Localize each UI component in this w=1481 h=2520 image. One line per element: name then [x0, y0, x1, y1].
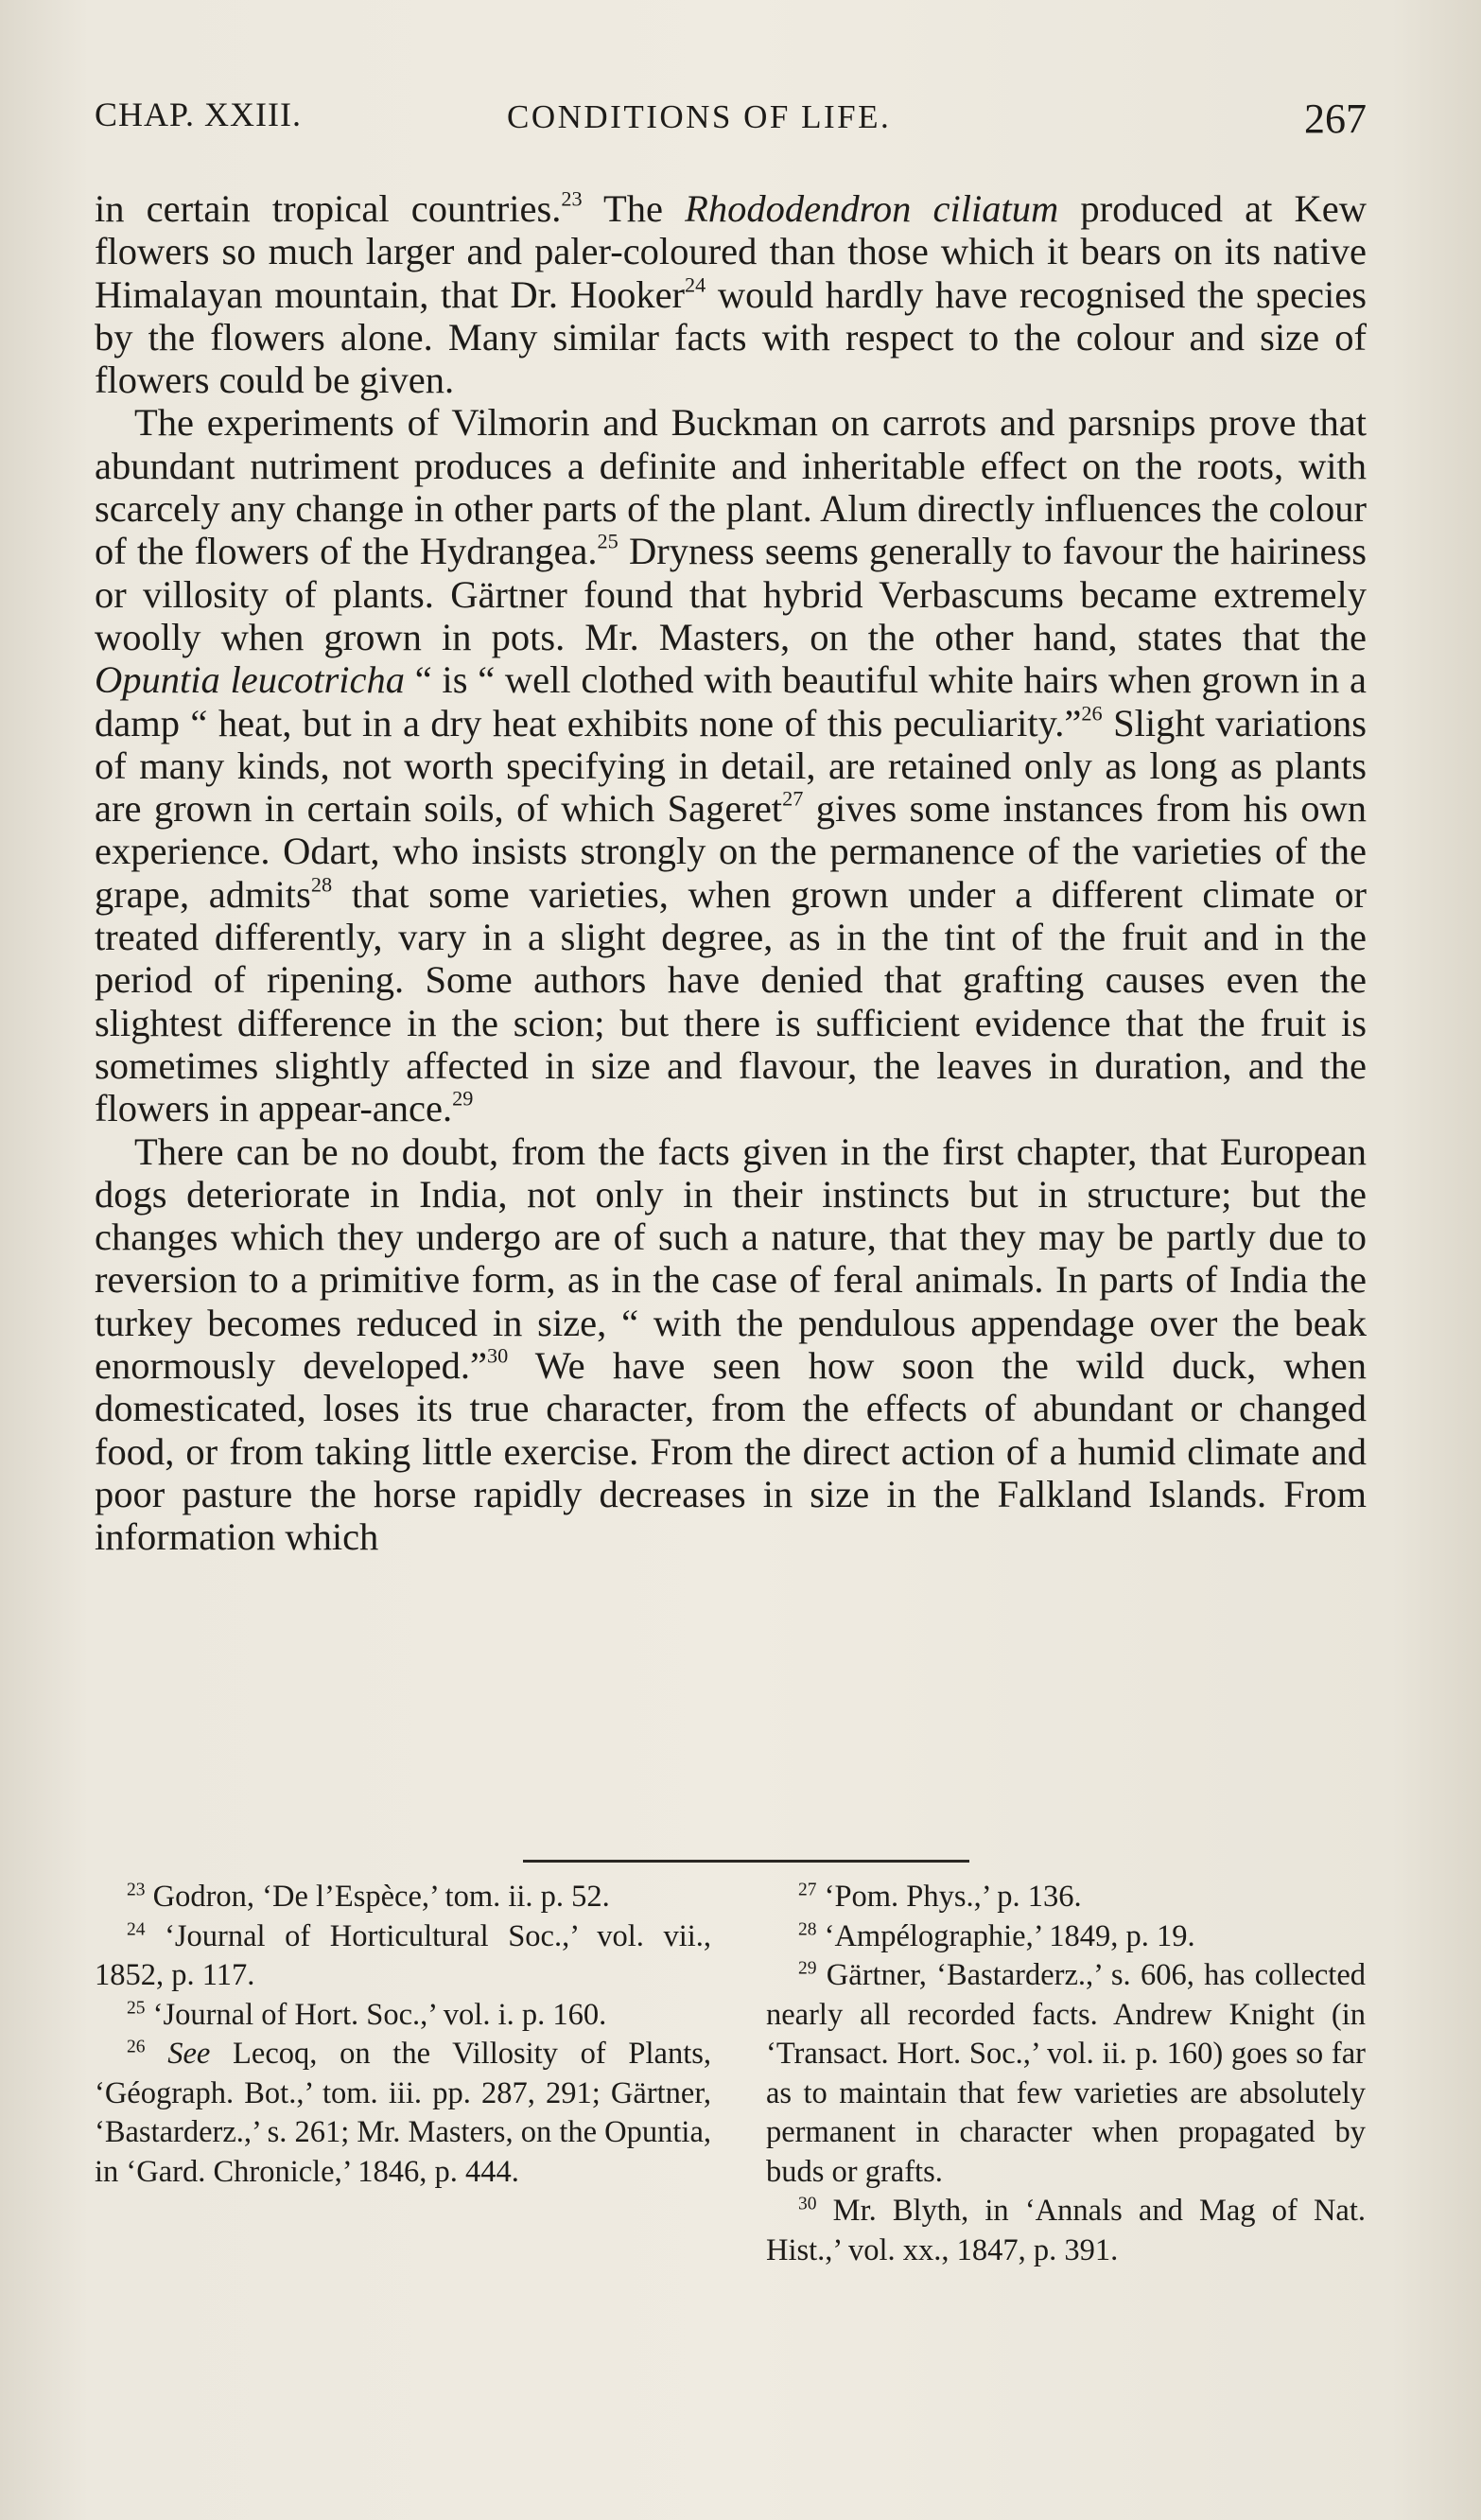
footnote-text: Mr. Blyth, in ‘Annals and Mag of Nat. Hist.,’ vol. xx., 1847, p. 391. — [766, 2194, 1367, 2267]
running-header — [95, 95, 1367, 151]
text-run: There can be no doubt, from the facts given in the first chapter, that European dogs deteriorate in India, not only in their instincts but in structure; but the changes which they undergo are of such a nature, that they may be partly due to reversion to a primitive form, as in the case of feral animals. In parts of India the turkey becomes reduced in size, “ with the pendulous appendage over the beak enormously developed.” — [95, 1129, 1367, 1388]
footnote-ref-30: 30 — [486, 1343, 509, 1368]
paragraph-2 — [95, 401, 1367, 1129]
footnote-30 — [766, 2192, 1366, 2270]
paragraph-1 — [95, 187, 1367, 401]
italic-species-name: Opuntia leucotricha — [95, 658, 405, 702]
footnote-27 — [766, 1878, 1366, 1917]
footnote-number: 24 — [127, 1918, 146, 1939]
footnote-number: 26 — [127, 2037, 146, 2057]
text-run: that some varieties, when grown under a different climate or treated differently, vary in a slight degree, as in the tint of the fruit and in the period of ripening. Some authors have denied that grafting causes even the slightest difference in the scion; but there is sufficient evidence that the fruit is sometimes slightly affected in size and flavour, the leaves in duration, and the flowers in appear-ance. — [95, 872, 1368, 1130]
footnote-text: Gärtner, ‘Bastarderz.,’ s. 606, has collected nearly all recorded facts. Andrew Knight (in ‘Transact. Hort. Soc.,’ vol. ii. p. 160) goes so far as to maintain that few varieties are absolutely permanent in character when propagated by buds or grafts. — [766, 1958, 1367, 2189]
footnote-rule — [523, 1860, 969, 1863]
text-run: “ is “ well clothed with beautiful white hairs when grown in a damp “ heat, but in a dry heat exhibits none of this peculiarity.” — [95, 658, 1367, 744]
text-run: in certain tropical countries. — [95, 187, 562, 230]
text-run: The — [582, 187, 686, 230]
text-run: gives some instances from his own experience. Odart, who insists strongly on the permanence of the varieties of the grape, admits — [95, 787, 1367, 916]
footnote-text: ‘Journal of Horticultural Soc.,’ vol. vii., 1852, p. 117. — [95, 1918, 712, 1992]
footnote-ref-25: 25 — [597, 529, 619, 553]
footnote-text: ‘Ampélographie,’ 1849, p. 19. — [824, 1918, 1195, 1953]
footnote-number: 27 — [798, 1880, 817, 1900]
footnote-ref-29: 29 — [452, 1086, 474, 1111]
text-run: We have seen how soon the wild duck, when domesticated, loses its true character, from the effects of abundant or changed food, or from taking little exercise. From the direct action of a humid climate and poor pasture the horse rapidly decreases in size in the Falkland Islands. From information which — [95, 1344, 1367, 1559]
footnote-24 — [95, 1917, 711, 1996]
footnotes-left-column — [95, 1878, 711, 2192]
footnote-number: 29 — [798, 1958, 817, 1979]
footnote-number: 28 — [798, 1918, 817, 1939]
footnote-ref-26: 26 — [1081, 700, 1103, 725]
footnote-text: Godron, ‘De l’Espèce,’ tom. ii. p. 52. — [152, 1880, 610, 1914]
footnote-26 — [95, 2035, 711, 2192]
italic-species-name: Rhododendron ciliatum — [685, 187, 1059, 230]
footnote-number: 23 — [127, 1880, 146, 1900]
running-title: CONDITIONS OF LIFE. — [507, 98, 892, 135]
footnote-23 — [95, 1878, 711, 1917]
text-run: Slight variations of many kinds, not worth specifying in detail, are retained only as long as plants are grown in certain soils, of which Sageret — [95, 701, 1367, 831]
chapter-label: CHAP. XXIII. — [95, 96, 302, 133]
text-run: Dryness seems generally to favour the hairiness or villosity of plants. Gärtner found that hybrid Verbascums became extremely woolly when grown in pots. Mr. Masters, on the other hand, states that the — [95, 530, 1367, 658]
footnote-text: ‘Pom. Phys.,’ p. 136. — [824, 1880, 1082, 1914]
footnote-ref-27: 27 — [782, 786, 804, 811]
footnote-see: See — [167, 2037, 211, 2071]
paragraph-3 — [95, 1130, 1367, 1559]
footnote-text: ‘Journal of Hort. Soc.,’ vol. i. p. 160. — [152, 1997, 607, 2032]
main-text — [95, 187, 1367, 1559]
footnote-number: 25 — [127, 1997, 146, 2018]
page-number: 267 — [1304, 96, 1367, 142]
footnote-29 — [766, 1956, 1366, 2192]
footnotes-right-column — [766, 1878, 1366, 2270]
text-run: would hardly have recognised the species by the flowers alone. Many similar facts with respect to the colour and size of flowers could be given. — [95, 272, 1367, 402]
footnote-text: Lecoq, on the Villosity of Plants, ‘Géograph. Bot.,’ tom. iii. pp. 287, 291; Gärtner, ‘Bastarderz.,’ s. 261; Mr. Masters, on the Opuntia, in ‘Gard. Chronicle,’ 1846, p. 444. — [95, 2037, 712, 2189]
footnote-ref-24: 24 — [685, 271, 706, 296]
text-run: The experiments of Vilmorin and Buckman on carrots and parsnips prove that abundant nutriment produces a definite and inheritable effect on the roots, with scarcely any change in other parts of the plant. Alum directly influences the colour of the flowers of the Hydrangea. — [95, 401, 1367, 573]
footnote-ref-23: 23 — [561, 186, 583, 211]
text-run: produced at Kew flowers so much larger and paler-coloured than those which it bears on its native Himalayan mountain, that Dr. Hooker — [95, 187, 1367, 316]
footnote-28 — [766, 1917, 1366, 1957]
footnote-number: 30 — [798, 2194, 817, 2214]
footnote-25 — [95, 1996, 711, 2036]
footnote-ref-28: 28 — [310, 872, 333, 897]
